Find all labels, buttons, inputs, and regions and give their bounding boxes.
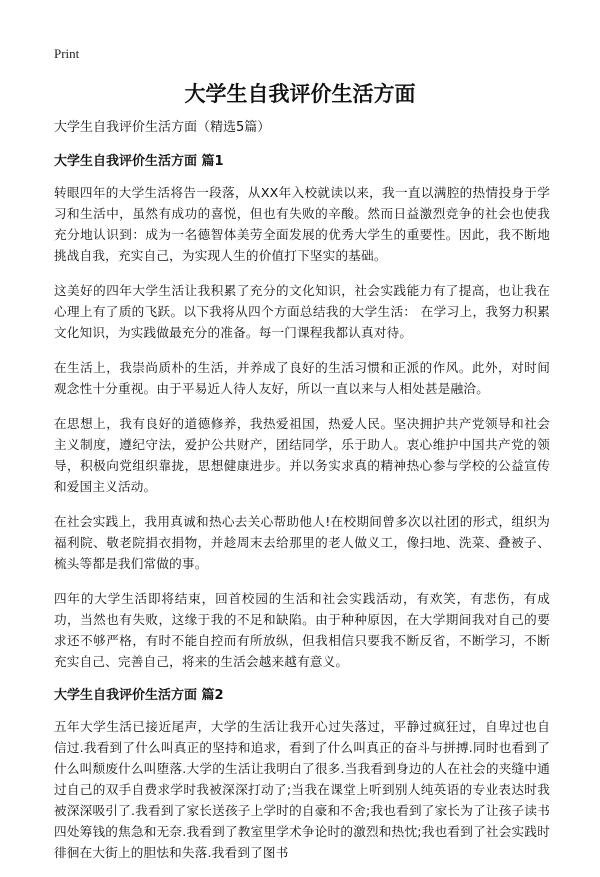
paragraph: 五年大学生活已接近尾声，大学的生活让我开心过失落过，平静过疯狂过，自卑过也自信过.我看到了什么叫真正的坚持和追求，看到了什么叫真正的奋斗与拼搏.同时也看到了什么叫颓废什么叫堕落.大学的生活让我明白了很多.当我看到身边的人在社会的夹缝中通过自己的双手自费求学时我被深深打动了;当我在课堂上听到别人纯英语的专业表达时我被深深吸引了.我看到了家长送孩子上学时的自豪和不舍;我也看到了家长为了让孩子读书四处筹钱的焦急和无奈.我看到了教室里学术争论时的激烈和热忱;我也看到了社会实践时徘徊在大街上的胆怯和失落.我看到了图书: [54, 719, 550, 860]
paragraph: 转眼四年的大学生活将告一段落，从XX年入校就读以来，我一直以满腔的热情投身于学习和生活中，虽然有成功的喜悦，但也有失败的辛酸。然而日益激烈竞争的社会也使我充分地认识到：成为一名德智体美劳全面发展的优秀大学生的重要性。因此，我不断地挑战自我，充实自己，为实现人生的价值打下坚实的基础。: [54, 185, 550, 263]
paragraph: 在社会实践上，我用真诚和热心去关心帮助他人!在校期间曾多次以社团的形式，组织为福利院、敬老院捐衣捐物，并趁周末去给那里的老人做义工，像扫地、洗菜、叠被子、梳头等都是我们常做的事。: [54, 514, 550, 571]
document-body: [54, 118, 550, 877]
print-label: Print: [54, 46, 80, 61]
document-subtitle: 大学生自我评价生活方面（精选5篇）: [54, 120, 271, 135]
section-heading: 大学生自我评价生活方面 篇1: [54, 154, 224, 169]
document-title: 大学生自我评价生活方面: [184, 82, 416, 106]
paragraph: 在思想上，我有良好的道德修养，我热爱祖国，热爱人民。坚决拥护共产党领导和社会主义制度，遵纪守法，爱护公共财产，团结同学，乐于助人。衷心维护中国共产党的领导，积极向党组织靠拢，思想健康进步。并以务实求真的精神热心参与学校的公益宣传和爱国主义活动。: [54, 416, 550, 494]
paragraph: 在生活上，我崇尚质朴的生活，并养成了良好的生活习惯和正派的作风。此外，对时间观念性十分重视。由于平易近人待人友好，所以一直以来与人相处甚是融洽。: [54, 360, 550, 396]
paragraph: 这美好的四年大学生活让我积累了充分的文化知识，社会实践能力有了提高，也让我在心理上有了质的飞跃。以下我将从四个方面总结我的大学生活： 在学习上，我努力积累文化知识，为实践做最充分的准备。每一门课程我都认真对待。: [54, 283, 550, 340]
paragraph: 四年的大学生活即将结束，回首校园的生活和社会实践活动，有欢笑，有悲伤，有成功，当然也有失败，这缘于我的不足和缺陷。由于种种原因，在大学期间我对自己的要求还不够严格，有时不能自控而有所放纵，但我相信只要我不断反省，不断学习，不断充实自己、完善自己，将来的生活会越来越有意义。: [54, 591, 550, 669]
section-1: [54, 152, 550, 672]
section-2: [54, 686, 550, 863]
section-heading: 大学生自我评价生活方面 篇2: [54, 688, 224, 703]
